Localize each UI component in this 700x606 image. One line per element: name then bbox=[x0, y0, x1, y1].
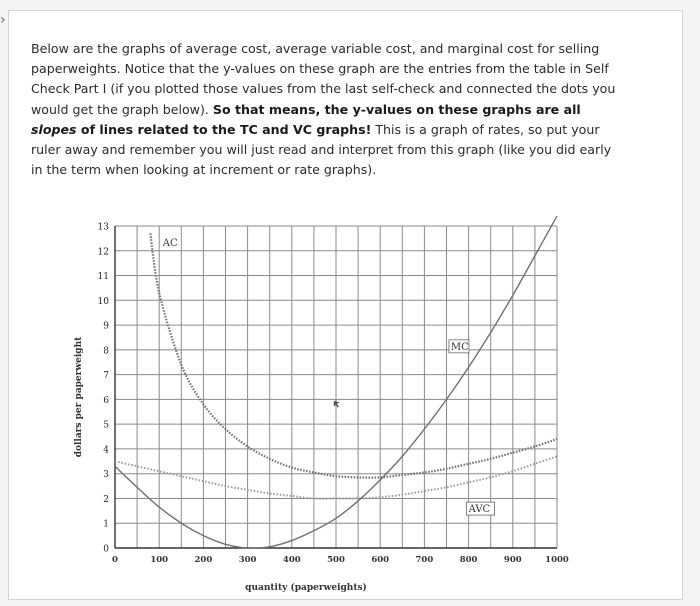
y-tick-label: 4 bbox=[103, 445, 109, 456]
y-tick-label: 12 bbox=[97, 247, 109, 258]
annotation-mc: MC bbox=[450, 341, 469, 353]
annotation-ac: AC bbox=[162, 237, 178, 249]
paragraph-end: This is a graph of rates, so put your ruler away and remember you will just read and interpret from this graph (like you did early in the term when looking at increment or rate graphs). bbox=[31, 121, 612, 178]
paragraph-bold-italic: slopes bbox=[31, 121, 77, 137]
chevron-right-icon: › bbox=[0, 12, 6, 28]
x-tick-label: 900 bbox=[503, 555, 522, 565]
series-ac-line bbox=[150, 233, 557, 477]
y-tick-label: 9 bbox=[103, 321, 109, 332]
y-tick-label: 13 bbox=[97, 222, 109, 233]
y-tick-label: 7 bbox=[103, 371, 109, 382]
x-tick-label: 400 bbox=[282, 555, 301, 565]
annotation-avc: AVC bbox=[468, 504, 491, 516]
chart-axes bbox=[74, 223, 569, 594]
cost-curves-chart bbox=[69, 216, 579, 596]
y-tick-label: 8 bbox=[103, 346, 109, 357]
content-card bbox=[8, 10, 683, 600]
x-tick-label: 600 bbox=[371, 555, 390, 565]
x-tick-label: 100 bbox=[150, 555, 169, 565]
y-tick-label: 3 bbox=[103, 470, 109, 481]
paragraph-bold-1: So that means, the y-values on these graphs are all slopes of lines related to the TC and VC graphs! bbox=[31, 101, 581, 137]
x-tick-label: 1000 bbox=[545, 555, 569, 565]
y-tick-label: 0 bbox=[103, 544, 109, 555]
x-tick-label: 200 bbox=[194, 555, 213, 565]
y-tick-label: 2 bbox=[103, 494, 109, 505]
x-tick-label: 0 bbox=[112, 555, 118, 565]
x-tick-label: 800 bbox=[459, 555, 478, 565]
cursor-mark-icon bbox=[334, 401, 340, 408]
y-tick-label: 5 bbox=[103, 420, 109, 431]
x-tick-label: 300 bbox=[238, 555, 257, 565]
y-tick-label: 11 bbox=[97, 272, 109, 283]
chart-grid bbox=[115, 226, 557, 548]
y-tick-label: 10 bbox=[97, 296, 109, 307]
y-tick-label: 1 bbox=[103, 519, 109, 530]
x-axis-title: quantity (paperweights) bbox=[245, 583, 367, 593]
paragraph-bold-2: of lines related to the TC and VC graphs! bbox=[76, 121, 372, 137]
y-tick-label: 6 bbox=[103, 395, 109, 406]
instructions-paragraph bbox=[31, 39, 621, 180]
y-axis-title: dollars per paperweight bbox=[74, 336, 84, 458]
paragraph-intro: Below are the graphs of average cost, average variable cost, and marginal cost for selling paperweights. Notice that the y-values on these graph are the entries from the table in Self Check Part I (if you plotted those values from the last self-check and connected the dots you would get the graph below). bbox=[31, 41, 616, 117]
x-tick-label: 700 bbox=[415, 555, 434, 565]
x-tick-label: 500 bbox=[327, 555, 345, 565]
